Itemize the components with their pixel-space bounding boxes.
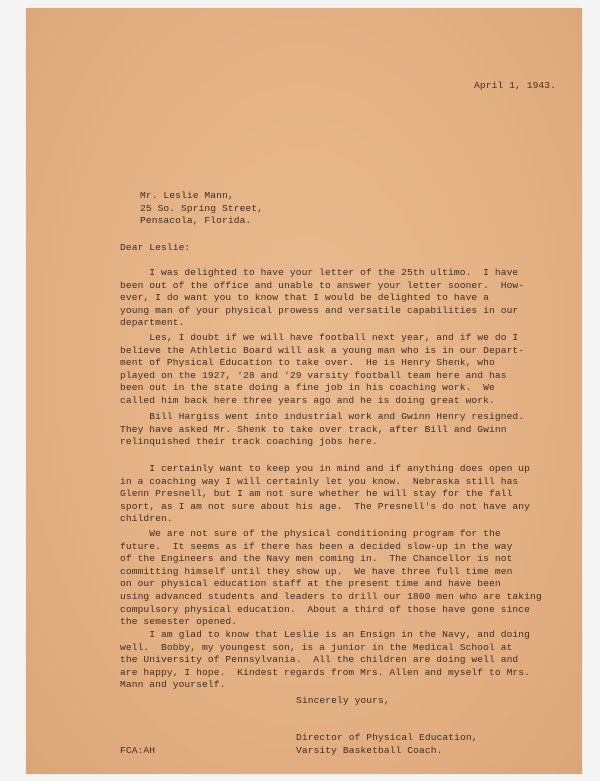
text-line: Les, I doubt if we will have football next year, and if we do I [120, 332, 519, 343]
text-line: I was delighted to have your letter of the 25th ultimo. I have [120, 267, 519, 278]
text-line: Glenn Presnell, but I am not sure whether he will stay for the fall [120, 488, 513, 500]
text-line: We are not sure of the physical conditioning program for the [120, 528, 501, 539]
text-line: well. Bobby, my youngest son, is a junior in the Medical School at [120, 641, 513, 653]
address-line: Mr. Leslie Mann, [140, 190, 234, 201]
text-line: committing himself until they show up. We have three full time men [120, 565, 513, 577]
text-line: Mann and yourself. [120, 679, 226, 691]
salutation: Dear Leslie: [120, 242, 191, 253]
text-line: ment of Physical Education to take over. He is Henry Shenk, who [120, 357, 495, 369]
text-line: ever, I do want you to know that I would be delighted to have a [120, 292, 490, 304]
text-line: department. [120, 317, 185, 329]
text-line: young man of your physical prowess and versatile capabilities in our [120, 304, 519, 316]
recipient-address [140, 190, 263, 228]
signature-block [296, 732, 478, 757]
text-line: played on the 1927, '28 and '29 varsity football team here and has [120, 369, 507, 381]
address-line: Pensacola, Florida. [140, 215, 252, 227]
body-paragraph-6 [120, 629, 530, 692]
text-line: of the Engineers and the Navy men coming in. The Chancellor is not [120, 553, 513, 565]
text-line: using advanced students and leaders to drill our 1800 men who are taking [120, 590, 542, 602]
text-line: called him back here three years ago and he is doing great work. [120, 394, 495, 406]
text-line: been out in the state doing a fine job in his coaching work. We [120, 382, 495, 394]
text-line: compulsory physical education. About a third of those have gone since [120, 603, 531, 615]
signature-title: Varsity Basketball Coach. [296, 744, 443, 756]
body-paragraph-4 [120, 463, 530, 526]
text-line: sport, as I am not sure about his age. The Presnell's do not have any [120, 500, 531, 512]
text-line: in a coaching way I will certainly let you know. Nebraska still has [120, 475, 519, 487]
signature-title: Director of Physical Education, [296, 732, 478, 743]
body-paragraph-3 [120, 411, 524, 449]
address-line: 25 So. Spring Street, [140, 202, 264, 214]
text-line: future. It seems as if there has been a decided slow-up in the way [120, 540, 513, 552]
text-line: I certainly want to keep you in mind and if anything does open up [120, 463, 531, 474]
text-line: been out of the office and unable to answer your letter sooner. How- [120, 279, 525, 291]
text-line: relinquished their track coaching jobs here. [120, 436, 378, 448]
text-line: They have asked Mr. Shenk to take over track, after Bill and Gwinn [120, 423, 507, 435]
text-line: believe the Athletic Board will ask a young man who is in our Depart- [120, 344, 525, 356]
letter-sheet [26, 8, 582, 774]
letter-date: April 1, 1943. [474, 80, 557, 91]
reference-initials: FCA:AH [120, 745, 156, 756]
text-line: I am glad to know that Leslie is an Ensign in the Navy, and doing [120, 629, 531, 640]
text-line: children. [120, 513, 173, 525]
text-line: are happy, I hope. Kindest regards from Mrs. Allen and myself to Mrs. [120, 666, 531, 678]
text-line: the semester opened. [120, 616, 238, 628]
body-paragraph-2 [120, 332, 524, 408]
text-line: on our physical education staff at the present time and have been [120, 578, 501, 590]
text-line: the University of Pennsylvania. All the children are doing well and [120, 654, 519, 666]
body-paragraph-5 [120, 528, 542, 629]
closing: Sincerely yours, [296, 695, 390, 706]
body-paragraph-1 [120, 267, 524, 330]
text-line: Bill Hargiss went into industrial work and Gwinn Henry resigned. [120, 411, 525, 422]
